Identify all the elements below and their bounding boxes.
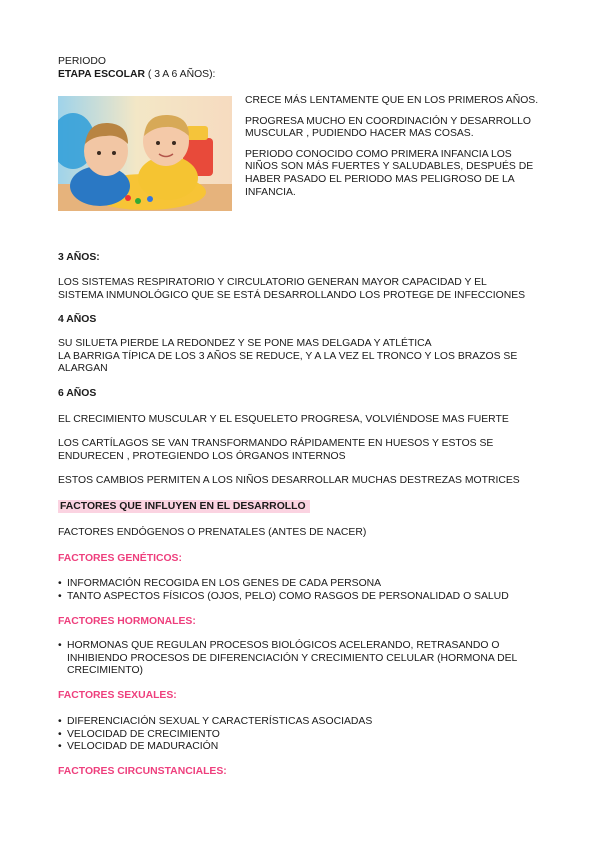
age3-paragraph (58, 277, 525, 302)
list-item: • VELOCIDAD DE MADURACIÓN (58, 741, 372, 754)
intro-text (245, 95, 545, 207)
age6-line: LOS CARTÍLAGOS SE VAN TRANSFORMANDO RÁPIDAMENTE EN HUESOS Y ESTOS SE (58, 438, 494, 449)
age6-line: ENDURECEN , PROTEGIENDO LOS ÓRGANOS INTERNOS (58, 450, 346, 462)
list-item (58, 640, 517, 678)
header (58, 56, 215, 81)
age6-heading: 6 AÑOS (58, 388, 97, 399)
hormonales-line: CRECIMIENTO) (67, 665, 144, 677)
hormonales-heading: FACTORES HORMONALES: (58, 616, 196, 627)
hormonales-list (58, 640, 517, 678)
age6-paragraph-1: EL CRECIMIENTO MUSCULAR Y EL ESQUELETO PROGRESA, VOLVIÉNDOSE MAS FUERTE (58, 414, 509, 425)
age3-line: LOS SISTEMAS RESPIRATORIO Y CIRCULATORIO GENERAN MAYOR CAPACIDAD Y EL (58, 277, 487, 288)
circunstanciales-heading: FACTORES CIRCUNSTANCIALES: (58, 766, 227, 777)
etapa-label: ETAPA ESCOLAR (58, 68, 145, 80)
etapa-range: ( 3 A 6 AÑOS): (144, 68, 216, 80)
age6-paragraph-2 (58, 438, 493, 463)
intro-paragraph: PROGRESA MUCHO EN COORDINACIÓN Y DESARROLLO MUSCULAR , PUDIENDO HACER MAS COSAS. (245, 115, 531, 140)
age3-line: SISTEMA INMUNOLÓGICO QUE SE ESTÁ DESARROLLANDO LOS PROTEGE DE INFECCIONES (58, 289, 526, 301)
hormonales-line: INHIBIENDO PROCESOS DE DIFERENCIACIÓN Y CRECIMIENTO CELULAR (HORMONA DEL (67, 652, 518, 664)
list-item: • DIFERENCIACIÓN SEXUAL Y CARACTERÍSTICAS ASOCIADAS (58, 716, 372, 729)
age4-line: ALARGAN (58, 363, 108, 375)
factores-heading (58, 501, 310, 514)
hormonales-line: • HORMONAS QUE REGULAN PROCESOS BIOLÓGICOS ACELERANDO, RETRASANDO O (67, 640, 500, 651)
list-item: • INFORMACIÓN RECOGIDA EN LOS GENES DE CADA PERSONA (58, 578, 509, 591)
sexuales-heading: FACTORES SEXUALES: (58, 690, 177, 701)
list-item: • VELOCIDAD DE CRECIMIENTO (58, 729, 372, 742)
age3-heading: 3 AÑOS: (58, 252, 100, 263)
children-playing-photo (58, 96, 232, 211)
factores-endogenos: FACTORES ENDÓGENOS O PRENATALES (ANTES DE NACER) (58, 527, 367, 538)
geneticos-heading: FACTORES GENÉTICOS: (58, 553, 182, 564)
intro-paragraph: PERIODO CONOCIDO COMO PRIMERA INFANCIA LOS NIÑOS SON MÁS FUERTES Y SALUDABLES, DESPUÉS DE HABER PASADO EL PERIODO MAS PELIGROSO DE LA INFANCIA. (245, 148, 534, 198)
intro-paragraph: CRECE MÁS LENTAMENTE QUE EN LOS PRIMEROS AÑOS. (245, 95, 539, 106)
age4-line: SU SILUETA PIERDE LA REDONDEZ Y SE PONE MAS DELGADA Y ATLÉTICA (58, 338, 432, 349)
age4-line: LA BARRIGA TÍPICA DE LOS 3 AÑOS SE REDUCE, Y A LA VEZ EL TRONCO Y LOS BRAZOS SE (58, 350, 518, 362)
age6-paragraph-3: ESTOS CAMBIOS PERMITEN A LOS NIÑOS DESARROLLAR MUCHAS DESTREZAS MOTRICES (58, 475, 520, 486)
factores-heading-highlight: FACTORES QUE INFLUYEN EN EL DESARROLLO (58, 500, 310, 513)
age4-paragraph (58, 338, 517, 376)
list-item: • TANTO ASPECTOS FÍSICOS (OJOS, PELO) COMO RASGOS DE PERSONALIDAD O SALUD (58, 591, 509, 604)
etapa-line (58, 69, 215, 82)
periodo-label: PERIODO (58, 56, 106, 67)
sexuales-list (58, 716, 372, 754)
age4-heading: 4 AÑOS (58, 314, 97, 325)
geneticos-list (58, 578, 509, 603)
